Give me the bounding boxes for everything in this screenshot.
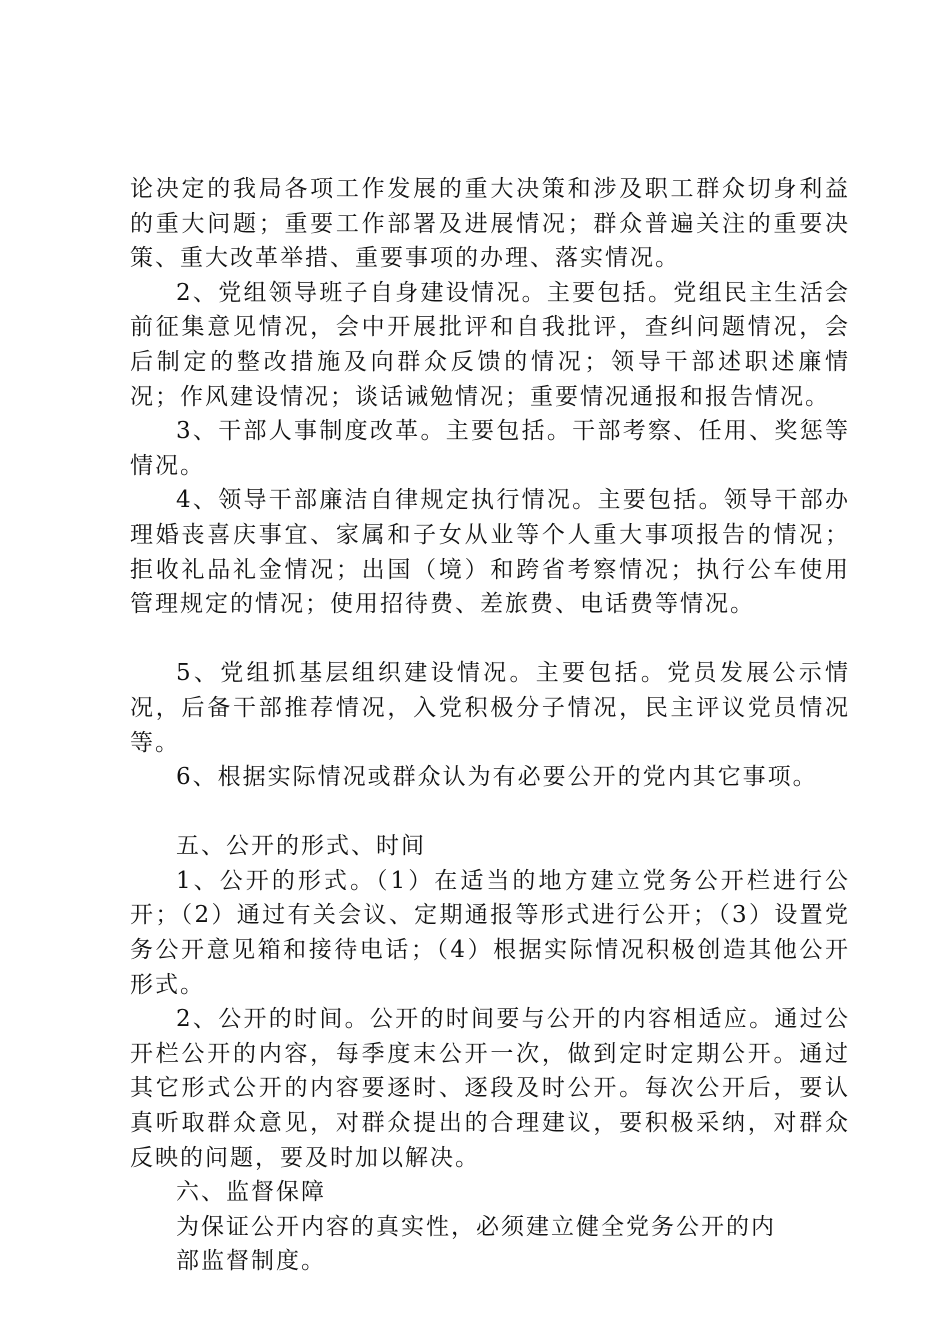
section-heading-supervision: 六、监督保障 — [176, 1179, 326, 1206]
document-body — [130, 172, 850, 1279]
closing-line-2: 部监督制度。 — [176, 1248, 326, 1275]
section-heading-form-time: 五、公开的形式、时间 — [176, 833, 426, 860]
closing-line-1: 为保证公开内容的真实性，必须建立健全党务公开的内 — [176, 1213, 776, 1240]
paragraph-disclosure-time: 2、公开的时间。公开的时间要与公开的内容相适应。通过公开栏公开的内容，每季度末公开一次，做到定时定期公开。通过其它形式公开的内容要逐时、逐段及时公开。每次公开后，要认真听取群众意见，对群众提出的合理建议，要积极采纳，对群众反映的问题，要及时加以解决。 — [130, 1006, 850, 1171]
paragraph-grassroots-organization: 5、党组抓基层组织建设情况。主要包括。党员发展公示情况，后备干部推荐情况，入党积极分子情况，民主评议党员情况等。 — [130, 660, 850, 756]
paragraph-integrity-rules: 4、领导干部廉洁自律规定执行情况。主要包括。领导干部办理婚丧喜庆事宜、家属和子女从业等个人重大事项报告的情况；拒收礼品礼金情况；出国（境）和跨省考察情况；执行公车使用管理规定的情况；使用招待费、差旅费、电话费等情况。 — [130, 487, 850, 618]
paragraph-gap — [130, 622, 850, 657]
paragraph-leadership-building: 2、党组领导班子自身建设情况。主要包括。党组民主生活会前征集意见情况，会中开展批评和自我批评，查纠问题情况，会后制定的整改措施及向群众反馈的情况；领导干部述职述廉情况；作风建设情况；谈话诫勉情况；重要情况通报和报告情况。 — [130, 279, 850, 410]
paragraph-disclosure-form: 1、公开的形式。（1）在适当的地方建立党务公开栏进行公开；（2）通过有关会议、定期通报等形式进行公开；（3）设置党务公开意见箱和接待电话；（4）根据实际情况积极创造其他公开形式。 — [130, 867, 850, 998]
paragraph-other-matters: 6、根据实际情况或群众认为有必要公开的党内其它事项。 — [176, 764, 818, 791]
paragraph-personnel-reform: 3、干部人事制度改革。主要包括。干部考察、任用、奖惩等情况。 — [130, 418, 850, 479]
paragraph-decision-matters: 论决定的我局各项工作发展的重大决策和涉及职工群众切身利益的重大问题；重要工作部署及进展情况；群众普遍关注的重要决策、重大改革举措、重要事项的办理、落实情况。 — [130, 176, 850, 272]
paragraph-gap — [130, 795, 850, 830]
